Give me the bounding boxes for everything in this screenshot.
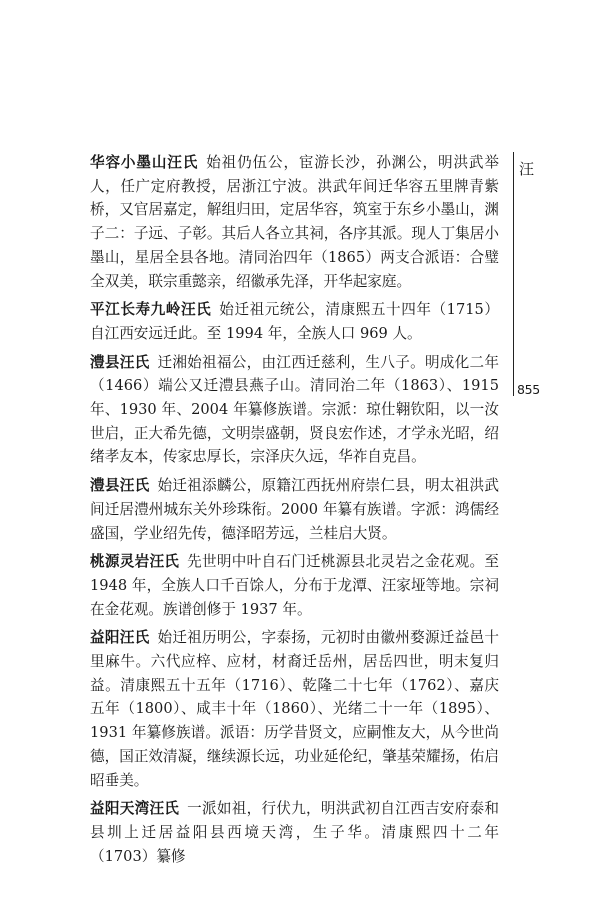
entry-heading: 华容小墨山汪氏 bbox=[90, 154, 199, 171]
entry-heading: 益阳汪氏 bbox=[90, 629, 150, 647]
entry bbox=[90, 151, 499, 293]
entry-heading: 益阳天湾汪氏 bbox=[90, 800, 180, 818]
entry-text: 先世明中叶自石门迁桃源县北灵岩之金花观。至 1948 年，全族人口千百馀人，分布于龙潭、汪家垭等地。宗祠在金花观。族谱创修于 1937 年。 bbox=[90, 553, 499, 618]
entry-heading: 澧县汪氏 bbox=[90, 353, 150, 371]
margin-rule bbox=[513, 152, 514, 396]
entry-text: 始迁祖历明公，字泰扬，元初时由徽州婺源迁益邑十里麻牛。六代应梓、应材，材裔迁岳州，居岳四世，明末复归益。清康熙五十五年（1716）、乾隆二十七年（1762）、嘉庆五年（1800）、咸丰十年（1860）、光绪二十一年（1895）、1931 年纂修族谱。派语：历学昔贤文，应嗣惟友大，从今世尚德，国正效清凝，继续源长远，功业延伦纪，肇基荣耀扬，佑启昭垂美。 bbox=[90, 629, 499, 789]
entry-heading: 澧县汪氏 bbox=[90, 477, 150, 495]
entry bbox=[90, 550, 499, 621]
entry bbox=[90, 626, 499, 792]
page-number: 855 bbox=[517, 382, 540, 397]
surname-side-label: 汪 bbox=[519, 160, 535, 178]
entry-text: 始迁祖元统公，清康熙五十四年（1715）自江西安远迁此。至 1994 年，全族人口 969 人。 bbox=[90, 301, 499, 342]
entry-text: 始祖仍伍公，宦游长沙，孙渊公，明洪武举人，任广定府教授，居浙江宁波。洪武年间迁华容五里牌青紫桥，又官居嘉定，解组归田，定居华容，筑室于东乡小墨山，渊子二：子远、子彰。其后人各立其祠，各序其派。现人丁集居小墨山，星居全县各地。清同治四年（1865）两支合派语：合璧全双美，联宗重懿亲，绍徽承先泽，开华起家庭。 bbox=[90, 154, 499, 290]
entry bbox=[90, 474, 499, 545]
entry-heading: 桃源灵岩汪氏 bbox=[90, 553, 180, 571]
entry-text: 迁湘始祖福公，由江西迁慈利，生八子。明成化二年（1466）端公又迁澧县燕子山。清同治二年（1863）、1915 年、1930 年、2004 年纂修族谱。宗派：琼仕翱钦阳，以一汝世启，正大希先德，文明崇盛朝，贤良宏作述，才学永光昭，绍绪孝友本，传家忠厚长，宗泽庆久远，华祚自克昌。 bbox=[90, 353, 499, 466]
entry bbox=[90, 797, 499, 868]
body-text bbox=[90, 151, 499, 873]
entry-heading: 平江长寿九岭汪氏 bbox=[90, 301, 212, 319]
entry-text: 始迁祖添麟公，原籍江西抚州府崇仁县，明太祖洪武间迁居澧州城东关外珍珠衔。2000 年纂有族谱。字派：鸿儒经盛国，学业绍先传，德泽昭芳远，兰桂启大贤。 bbox=[90, 477, 499, 542]
entry bbox=[90, 351, 499, 470]
entry-text: 一派如祖，行伏九，明洪武初自江西吉安府泰和县圳上迁居益阳县西境天湾，生子华。清康熙四十二年（1703）纂修 bbox=[90, 800, 499, 865]
entry bbox=[90, 298, 499, 345]
